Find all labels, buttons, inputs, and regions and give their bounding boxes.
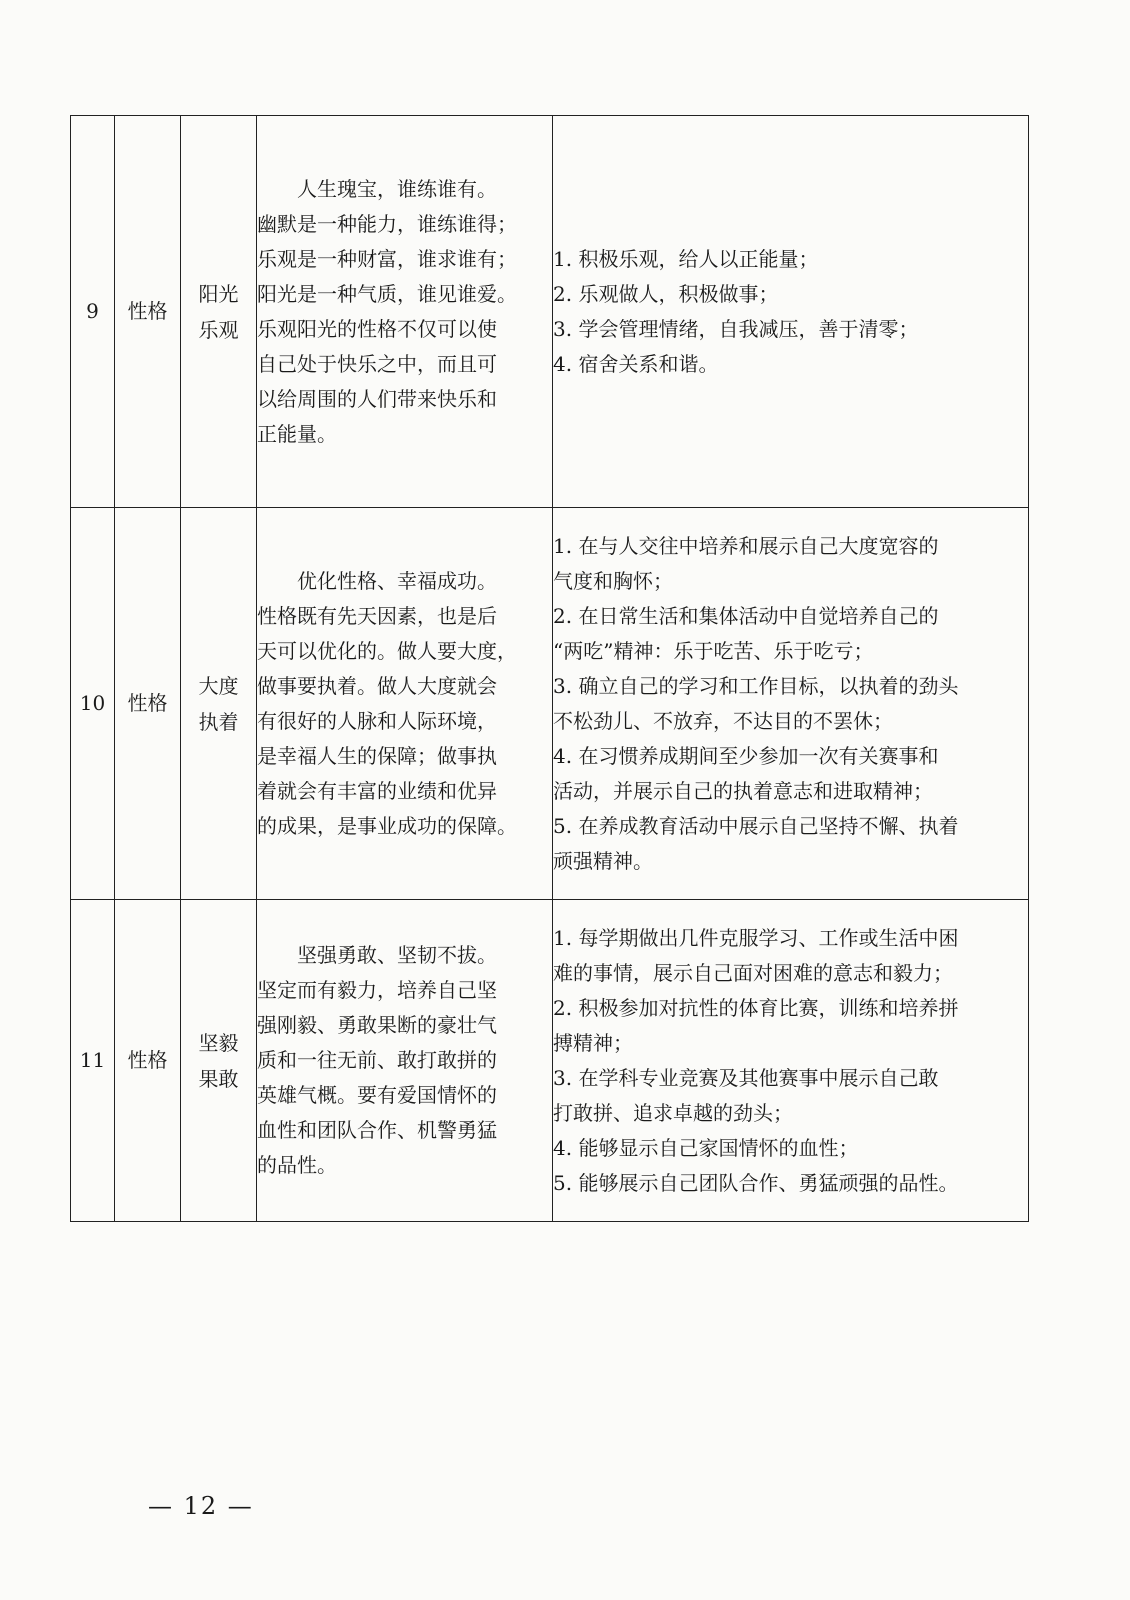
requirement-line: 2. 积极参加对抗性的体育比赛，训练和培养拼 (553, 995, 959, 1020)
category-cell: 性格 (115, 116, 181, 508)
requirement-line: 1. 在与人交往中培养和展示自己大度宽容的 (553, 533, 939, 558)
requirement-line: 难的事情，展示自己面对困难的意志和毅力； (553, 960, 953, 985)
description-line: 性格既有先天因素，也是后 (257, 603, 497, 628)
requirement-line: 搏精神； (553, 1030, 633, 1055)
requirement-line: 4. 能够显示自己家国情怀的血性； (553, 1135, 859, 1160)
description-line: 质和一往无前、敢打敢拼的 (257, 1048, 497, 1072)
description-line: 的成果，是事业成功的保障。 (257, 813, 517, 838)
requirement-line: 5. 在养成教育活动中展示自己坚持不懈、执着 (553, 813, 959, 838)
requirement-line: 3. 学会管理情绪，自我减压，善于清零； (553, 316, 919, 341)
description-line: 天可以优化的。做人要大度， (257, 638, 517, 663)
table-row (71, 116, 1029, 508)
row-number: 11 (71, 900, 115, 1222)
requirement-line: 2. 在日常生活和集体活动中自觉培养自己的 (553, 603, 939, 628)
requirement-line: 活动，并展示自己的执着意志和进取精神； (553, 778, 933, 803)
requirement-line: 1. 每学期做出几件克服学习、工作或生活中困 (553, 925, 959, 950)
item-cell (181, 508, 257, 900)
requirement-line: 2. 乐观做人，积极做事； (553, 281, 779, 306)
category-cell: 性格 (115, 508, 181, 900)
requirements-cell (553, 508, 1029, 900)
item-line: 执着 (198, 709, 239, 734)
requirement-line: 5. 能够展示自己团队合作、勇猛顽强的品性。 (553, 1170, 959, 1195)
description-line: 有很好的人脉和人际环境， (257, 708, 497, 733)
item-line: 坚毅 (198, 1030, 239, 1055)
requirement-line: “两吃”精神：乐于吃苦、乐于吃亏； (553, 638, 874, 663)
requirement-line: 4. 在习惯养成期间至少参加一次有关赛事和 (553, 743, 939, 768)
item-line: 阳光 (198, 281, 239, 306)
description-lead: 优化性格、幸福成功。 (297, 568, 497, 593)
requirement-line: 1. 积极乐观，给人以正能量； (553, 246, 819, 271)
description-cell (257, 116, 553, 508)
description-line: 英雄气概。要有爱国情怀的 (257, 1083, 497, 1107)
description-line: 自己处于快乐之中，而且可 (257, 351, 497, 376)
requirement-line: 4. 宿舍关系和谐。 (553, 351, 719, 376)
requirements-cell (553, 900, 1029, 1222)
description-line: 的品性。 (257, 1153, 337, 1177)
description-line: 血性和团队合作、机警勇猛 (257, 1118, 497, 1142)
requirements-cell (553, 116, 1029, 508)
category-cell: 性格 (115, 900, 181, 1222)
description-line: 着就会有丰富的业绩和优异 (257, 778, 497, 803)
row-number: 9 (71, 116, 115, 508)
page-number: — 12 — (148, 1492, 254, 1520)
row-number: 10 (71, 508, 115, 900)
description-line: 乐观是一种财富，谁求谁有； (257, 246, 517, 271)
requirement-line: 气度和胸怀； (553, 568, 673, 593)
description-line: 强刚毅、勇敢果断的豪壮气 (257, 1013, 497, 1037)
description-line: 以给周围的人们带来快乐和 (257, 386, 497, 411)
description-lead: 坚强勇敢、坚韧不拔。 (297, 943, 497, 967)
table-row (71, 900, 1029, 1222)
description-line: 是幸福人生的保障；做事执 (257, 743, 497, 768)
item-cell (181, 900, 257, 1222)
requirement-line: 打敢拼、追求卓越的劲头； (553, 1100, 793, 1125)
item-cell (181, 116, 257, 508)
requirement-line: 3. 在学科专业竞赛及其他赛事中展示自己敢 (553, 1065, 939, 1090)
description-line: 坚定而有毅力，培养自己坚 (257, 978, 497, 1002)
requirement-line: 3. 确立自己的学习和工作目标，以执着的劲头 (553, 673, 959, 698)
description-line: 阳光是一种气质，谁见谁爱。 (257, 281, 517, 306)
table-row (71, 508, 1029, 900)
requirement-line: 不松劲儿、不放弃，不达目的不罢休； (553, 708, 893, 733)
item-line: 乐观 (198, 317, 239, 342)
item-line: 果敢 (198, 1066, 239, 1091)
description-line: 乐观阳光的性格不仅可以使 (257, 316, 497, 341)
requirement-line: 顽强精神。 (553, 848, 653, 873)
description-lead: 人生瑰宝，谁练谁有。 (297, 176, 497, 201)
description-line: 做事要执着。做人大度就会 (257, 673, 497, 698)
description-line: 正能量。 (257, 421, 337, 446)
description-cell (257, 508, 553, 900)
item-line: 大度 (198, 673, 239, 698)
description-line: 幽默是一种能力，谁练谁得； (257, 211, 517, 236)
description-cell (257, 900, 553, 1222)
habits-table (70, 115, 1029, 1222)
